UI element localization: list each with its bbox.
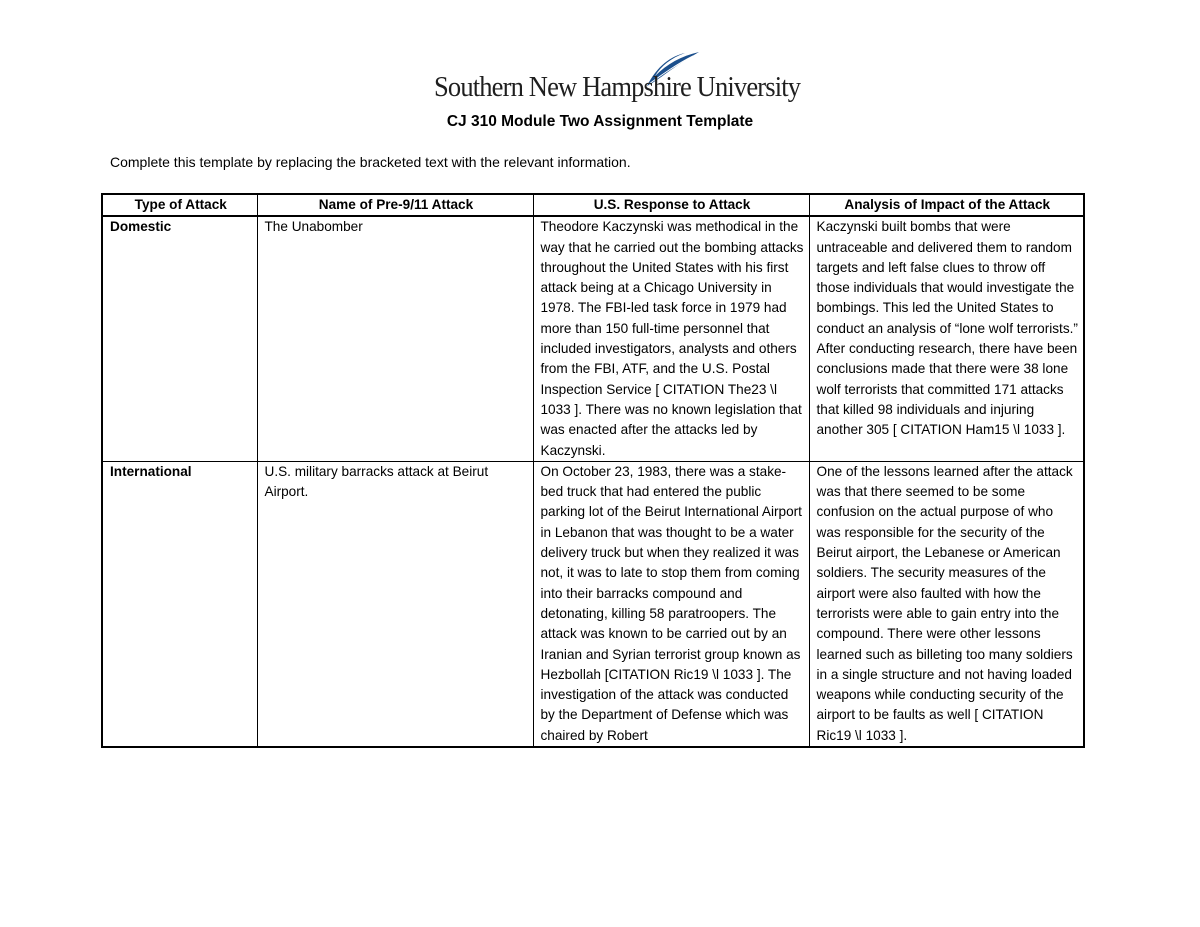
attack-type-cell: International xyxy=(102,461,257,747)
document-title: CJ 310 Module Two Assignment Template xyxy=(446,113,754,130)
table-row xyxy=(102,461,1084,747)
response-cell-text: On October 23, 1983, there was a stake-bed truck that had entered the public parking lot of the Beirut International Airport in Lebanon that was thought to be a water delivery truck but when they realized it was not, it was to late to stop them from coming into their barracks compound and detonating, killing 58 paratroopers. The attack was known to be carried out by an Iranian and Syrian terrorist group known as Hezbollah [CITATION Ric19 \l 1033 ]. The investigation of the attack was conducted by the Department of Defense which was chaired by Robert xyxy=(540,463,802,743)
column-header-response: U.S. Response to Attack xyxy=(533,194,809,216)
attack-name-cell: U.S. military barracks attack at Beirut Airport. xyxy=(257,461,533,747)
response-cell: Theodore Kaczynski was methodical in the way that he carried out the bombing attacks throughout the United States with his first attack being at a Chicago University in 1978. The FBI-led task force in 1979 had more than 150 full-time personnel that included investigators, analysts and others from the FBI, ATF, and the U.S. Postal Inspection Service [ CITATION The23 \l 1033 ]. There was no known legislation that was enacted after the attacks led by Kaczynski. xyxy=(533,216,809,461)
assignment-table xyxy=(101,193,1085,748)
column-header-type: Type of Attack xyxy=(102,194,257,216)
table-row xyxy=(102,216,1084,461)
column-header-analysis: Analysis of Impact of the Attack xyxy=(809,194,1084,216)
analysis-cell: Kaczynski built bombs that were untraceable and delivered them to random targets and left false clues to throw off those individuals that would investigate the bombings. This led the United States to conduct an analysis of “lone wolf terrorists.” After conducting research, there have been conclusions made that there were 38 lone wolf terrorists that committed 171 attacks that killed 98 individuals and injuring another 305 [ CITATION Ham15 \l 1033 ]. xyxy=(809,216,1084,461)
table-header-row xyxy=(102,194,1084,216)
instructions-text: Complete this template by replacing the bracketed text with the relevant information. xyxy=(110,154,631,170)
response-cell xyxy=(533,461,809,747)
university-logo xyxy=(434,50,801,106)
logo-wordmark: Southern New Hampshire University xyxy=(434,72,801,103)
attack-type-cell: Domestic xyxy=(102,216,257,461)
attack-name-cell: The Unabomber xyxy=(257,216,533,461)
column-header-name: Name of Pre-9/11 Attack xyxy=(257,194,533,216)
analysis-cell: One of the lessons learned after the attack was that there seemed to be some confusion on the actual purpose of who was responsible for the security of the Beirut airport, the Lebanese or American soldiers. The security measures of the airport were also faulted with how the terrorists were able to gain entry into the compound. There were other lessons learned such as billeting too many soldiers in a single structure and not having loaded weapons while conducting security of the airport to be faults as well [ CITATION Ric19 \l 1033 ]. xyxy=(809,461,1084,747)
